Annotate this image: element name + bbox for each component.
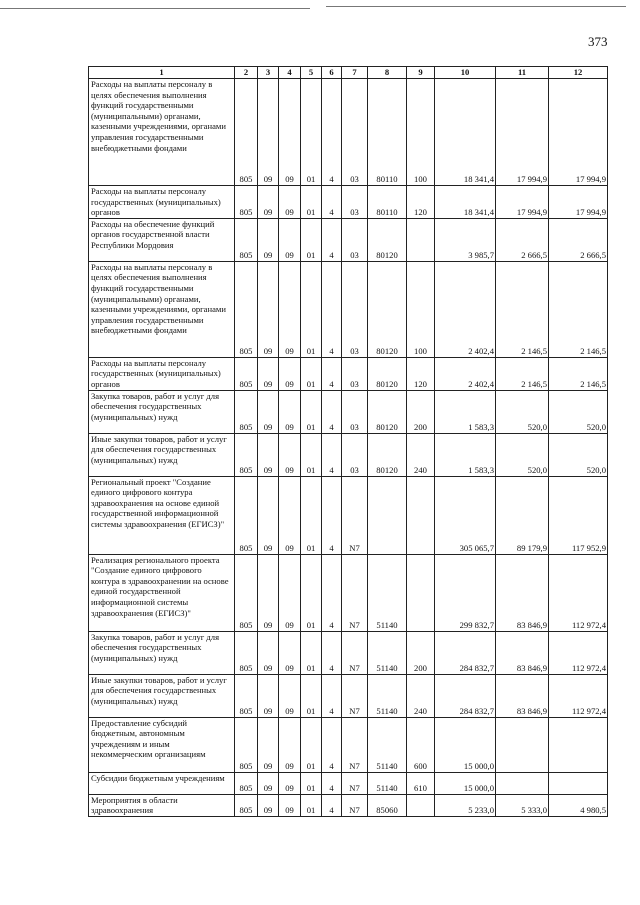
cell-c7: 03 [342,390,368,433]
cell-c3: 09 [258,218,279,261]
cell-c8: 80120 [368,390,407,433]
cell-c7: N7 [342,772,368,794]
cell-c4: 09 [279,476,301,554]
cell-c2: 805 [235,218,258,261]
cell-c9: 200 [407,631,435,674]
cell-c5: 01 [301,390,322,433]
cell-c12: 4 980,5 [549,794,608,816]
cell-c9 [407,554,435,631]
budget-table [88,66,608,817]
row-name-cell: Закупка товаров, работ и услуг для обеспечения государственных (муниципальных) нужд [89,631,235,674]
cell-c12: 112 972,4 [549,674,608,717]
cell-c2: 805 [235,261,258,357]
cell-c8: 51140 [368,631,407,674]
column-header: 4 [279,67,301,79]
table-row [89,186,608,219]
cell-c7: 03 [342,218,368,261]
cell-c9: 240 [407,674,435,717]
table-row [89,79,608,186]
row-name-cell: Расходы на выплаты персоналу государственных (муниципальных) органов [89,186,235,219]
cell-c12: 2 146,5 [549,261,608,357]
cell-c12: 520,0 [549,433,608,476]
cell-c3: 09 [258,631,279,674]
cell-c8 [368,476,407,554]
table-row [89,261,608,357]
table-row [89,433,608,476]
cell-c5: 01 [301,674,322,717]
cell-c12: 2 146,5 [549,357,608,390]
cell-c3: 09 [258,261,279,357]
cell-c4: 09 [279,674,301,717]
cell-c9 [407,476,435,554]
column-header: 9 [407,67,435,79]
cell-c12: 17 994,9 [549,79,608,186]
cell-c2: 805 [235,631,258,674]
cell-c10: 5 233,0 [435,794,496,816]
table-row [89,631,608,674]
column-header: 2 [235,67,258,79]
cell-c8: 80120 [368,433,407,476]
cell-c11 [496,772,549,794]
cell-c2: 805 [235,772,258,794]
table-row [89,476,608,554]
cell-c5: 01 [301,433,322,476]
cell-c8: 51140 [368,554,407,631]
cell-c11: 17 994,9 [496,79,549,186]
cell-c10: 2 402,4 [435,261,496,357]
cell-c7: 03 [342,433,368,476]
cell-c6: 4 [322,631,342,674]
cell-c8: 51140 [368,717,407,772]
cell-c10: 15 000,0 [435,717,496,772]
table-row [89,717,608,772]
cell-c6: 4 [322,186,342,219]
page-number: 373 [588,34,608,49]
cell-c4: 09 [279,218,301,261]
cell-c6: 4 [322,357,342,390]
cell-c2: 805 [235,476,258,554]
cell-c4: 09 [279,794,301,816]
cell-c6: 4 [322,433,342,476]
cell-c10: 284 832,7 [435,631,496,674]
cell-c8: 51140 [368,772,407,794]
cell-c10: 2 402,4 [435,357,496,390]
cell-c11: 83 846,9 [496,554,549,631]
row-name-cell: Предоставление субсидий бюджетным, автономным учреждениям и иным некоммерческим организациям [89,717,235,772]
cell-c9: 120 [407,186,435,219]
cell-c7: N7 [342,554,368,631]
cell-c8: 51140 [368,674,407,717]
table-row [89,357,608,390]
cell-c7: 03 [342,79,368,186]
cell-c4: 09 [279,717,301,772]
cell-c7: N7 [342,674,368,717]
cell-c5: 01 [301,261,322,357]
row-name-cell: Расходы на выплаты персоналу в целях обеспечения выполнения функций государственными (муниципальными) органами, казенными учреждениями, органами управления государственными внебюджетными фондами [89,261,235,357]
cell-c10: 3 985,7 [435,218,496,261]
cell-c11: 89 179,9 [496,476,549,554]
column-header: 8 [368,67,407,79]
cell-c9: 200 [407,390,435,433]
cell-c4: 09 [279,186,301,219]
cell-c5: 01 [301,554,322,631]
cell-c10: 305 065,7 [435,476,496,554]
cell-c2: 805 [235,717,258,772]
cell-c5: 01 [301,79,322,186]
table-row [89,218,608,261]
cell-c3: 09 [258,186,279,219]
cell-c3: 09 [258,433,279,476]
table-row [89,390,608,433]
cell-c9: 610 [407,772,435,794]
cell-c3: 09 [258,674,279,717]
cell-c12: 520,0 [549,390,608,433]
cell-c7: 03 [342,261,368,357]
cell-c10: 1 583,3 [435,390,496,433]
cell-c5: 01 [301,717,322,772]
cell-c2: 805 [235,186,258,219]
cell-c6: 4 [322,79,342,186]
cell-c7: N7 [342,794,368,816]
row-name-cell: Региональный проект "Создание единого цифрового контура здравоохранения на основе единой государственной информационной системы здравоохранения (ЕГИСЗ)" [89,476,235,554]
cell-c8: 85060 [368,794,407,816]
cell-c9 [407,794,435,816]
column-header: 11 [496,67,549,79]
column-header: 10 [435,67,496,79]
cell-c3: 09 [258,357,279,390]
column-header: 3 [258,67,279,79]
cell-c5: 01 [301,357,322,390]
table-row [89,554,608,631]
cell-c5: 01 [301,772,322,794]
cell-c11: 520,0 [496,390,549,433]
cell-c10: 284 832,7 [435,674,496,717]
cell-c12: 2 666,5 [549,218,608,261]
row-name-cell: Закупка товаров, работ и услуг для обеспечения государственных (муниципальных) нужд [89,390,235,433]
cell-c11 [496,717,549,772]
cell-c4: 09 [279,390,301,433]
cell-c8: 80120 [368,357,407,390]
cell-c3: 09 [258,717,279,772]
cell-c12: 112 972,4 [549,554,608,631]
cell-c10: 18 341,4 [435,186,496,219]
cell-c3: 09 [258,554,279,631]
cell-c3: 09 [258,772,279,794]
cell-c11: 2 146,5 [496,357,549,390]
cell-c6: 4 [322,554,342,631]
cell-c11: 17 994,9 [496,186,549,219]
row-name-cell: Иные закупки товаров, работ и услуг для обеспечения государственных (муниципальных) нужд [89,433,235,476]
row-name-cell: Расходы на обеспечение функций органов государственной власти Республики Мордовия [89,218,235,261]
cell-c4: 09 [279,631,301,674]
cell-c9: 100 [407,79,435,186]
column-header: 6 [322,67,342,79]
cell-c10: 299 832,7 [435,554,496,631]
cell-c2: 805 [235,794,258,816]
cell-c8: 80120 [368,261,407,357]
cell-c10: 1 583,3 [435,433,496,476]
cell-c12: 17 994,9 [549,186,608,219]
cell-c6: 4 [322,772,342,794]
cell-c6: 4 [322,390,342,433]
cell-c11: 83 846,9 [496,674,549,717]
row-name-cell: Мероприятия в области здравоохранения [89,794,235,816]
cell-c11: 5 333,0 [496,794,549,816]
cell-c2: 805 [235,390,258,433]
column-header: 5 [301,67,322,79]
cell-c7: 03 [342,186,368,219]
cell-c3: 09 [258,794,279,816]
column-header: 12 [549,67,608,79]
table-body [89,79,608,817]
cell-c11: 520,0 [496,433,549,476]
cell-c9 [407,218,435,261]
cell-c12: 117 952,9 [549,476,608,554]
cell-c6: 4 [322,717,342,772]
column-header: 1 [89,67,235,79]
cell-c10: 15 000,0 [435,772,496,794]
column-header: 7 [342,67,368,79]
cell-c11: 2 146,5 [496,261,549,357]
cell-c11: 83 846,9 [496,631,549,674]
cell-c4: 09 [279,772,301,794]
cell-c5: 01 [301,631,322,674]
table-header-row [89,67,608,79]
cell-c2: 805 [235,554,258,631]
cell-c10: 18 341,4 [435,79,496,186]
cell-c5: 01 [301,476,322,554]
table-row [89,674,608,717]
cell-c8: 80110 [368,79,407,186]
cell-c7: N7 [342,717,368,772]
cell-c7: 03 [342,357,368,390]
cell-c12: 112 972,4 [549,631,608,674]
row-name-cell: Реализация регионального проекта "Создание единого цифрового контура в здравоохранении на основе единой государственной информационной системы здравоохранения (ЕГИСЗ)" [89,554,235,631]
row-name-cell: Расходы на выплаты персоналу государственных (муниципальных) органов [89,357,235,390]
cell-c4: 09 [279,79,301,186]
cell-c6: 4 [322,261,342,357]
cell-c9: 120 [407,357,435,390]
cell-c6: 4 [322,674,342,717]
cell-c9: 600 [407,717,435,772]
cell-c3: 09 [258,476,279,554]
cell-c7: N7 [342,631,368,674]
cell-c8: 80120 [368,218,407,261]
cell-c4: 09 [279,357,301,390]
scan-artifact-line [326,6,626,7]
row-name-cell: Расходы на выплаты персоналу в целях обеспечения выполнения функций государственными (муниципальными) органами, казенными учреждениями, органами управления государственными внебюджетными фондами [89,79,235,186]
cell-c2: 805 [235,433,258,476]
cell-c2: 805 [235,674,258,717]
cell-c6: 4 [322,218,342,261]
cell-c2: 805 [235,357,258,390]
cell-c9: 100 [407,261,435,357]
cell-c9: 240 [407,433,435,476]
cell-c5: 01 [301,794,322,816]
cell-c12 [549,717,608,772]
cell-c2: 805 [235,79,258,186]
cell-c3: 09 [258,79,279,186]
cell-c5: 01 [301,186,322,219]
cell-c4: 09 [279,554,301,631]
cell-c11: 2 666,5 [496,218,549,261]
table-row [89,772,608,794]
row-name-cell: Иные закупки товаров, работ и услуг для обеспечения государственных (муниципальных) нужд [89,674,235,717]
cell-c5: 01 [301,218,322,261]
scan-artifact-line [0,8,310,9]
cell-c3: 09 [258,390,279,433]
cell-c6: 4 [322,476,342,554]
row-name-cell: Субсидии бюджетным учреждениям [89,772,235,794]
cell-c7: N7 [342,476,368,554]
cell-c8: 80110 [368,186,407,219]
cell-c4: 09 [279,261,301,357]
cell-c4: 09 [279,433,301,476]
cell-c12 [549,772,608,794]
table-row [89,794,608,816]
cell-c6: 4 [322,794,342,816]
